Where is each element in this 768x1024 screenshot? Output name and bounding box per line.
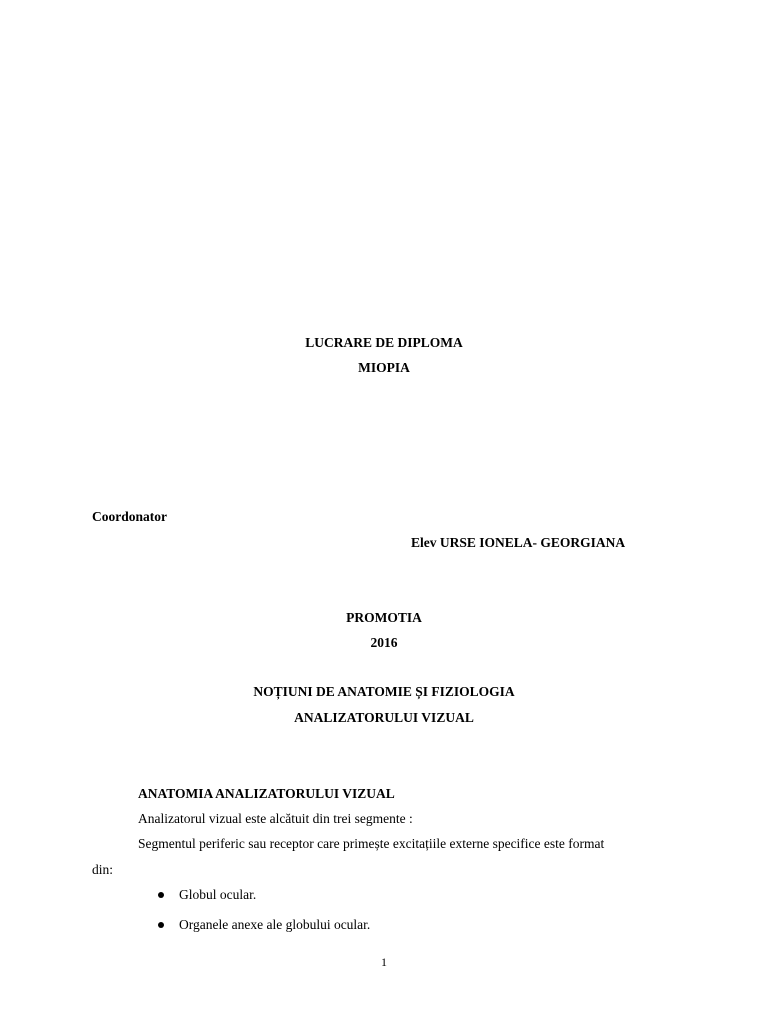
class-label: PROMOTIA <box>346 610 422 625</box>
class-year: 2016 <box>370 635 398 650</box>
thesis-title: MIOPIA <box>358 360 410 375</box>
coordinator-label: Coordonator <box>92 509 167 524</box>
chapter-title-line2: ANALIZATORULUI VIZUAL <box>294 710 474 725</box>
page-number: 1 <box>381 955 387 969</box>
list-item <box>158 917 370 933</box>
section-paragraph-2-line2: din: <box>92 862 114 877</box>
list-item-text: Organele anexe ale globului ocular. <box>179 917 371 932</box>
thesis-label: LUCRARE DE DIPLOMA <box>305 335 463 350</box>
section-paragraph-1: Analizatorul vizual este alcătuit din trei segmente : <box>138 811 413 826</box>
bullet-icon <box>158 922 164 928</box>
chapter-title-line1: NOȚIUNI DE ANATOMIE ȘI FIZIOLOGIA <box>253 684 515 699</box>
section-paragraph-2-line1: Segmentul periferic sau receptor care primește excitațiile externe specifice este format <box>138 836 605 851</box>
list-item <box>158 887 256 903</box>
section-heading: ANATOMIA ANALIZATORULUI VIZUAL <box>138 786 395 801</box>
student-name: Elev URSE IONELA- GEORGIANA <box>411 535 626 550</box>
list-item-text: Globul ocular. <box>179 887 257 902</box>
bullet-icon <box>158 892 164 898</box>
